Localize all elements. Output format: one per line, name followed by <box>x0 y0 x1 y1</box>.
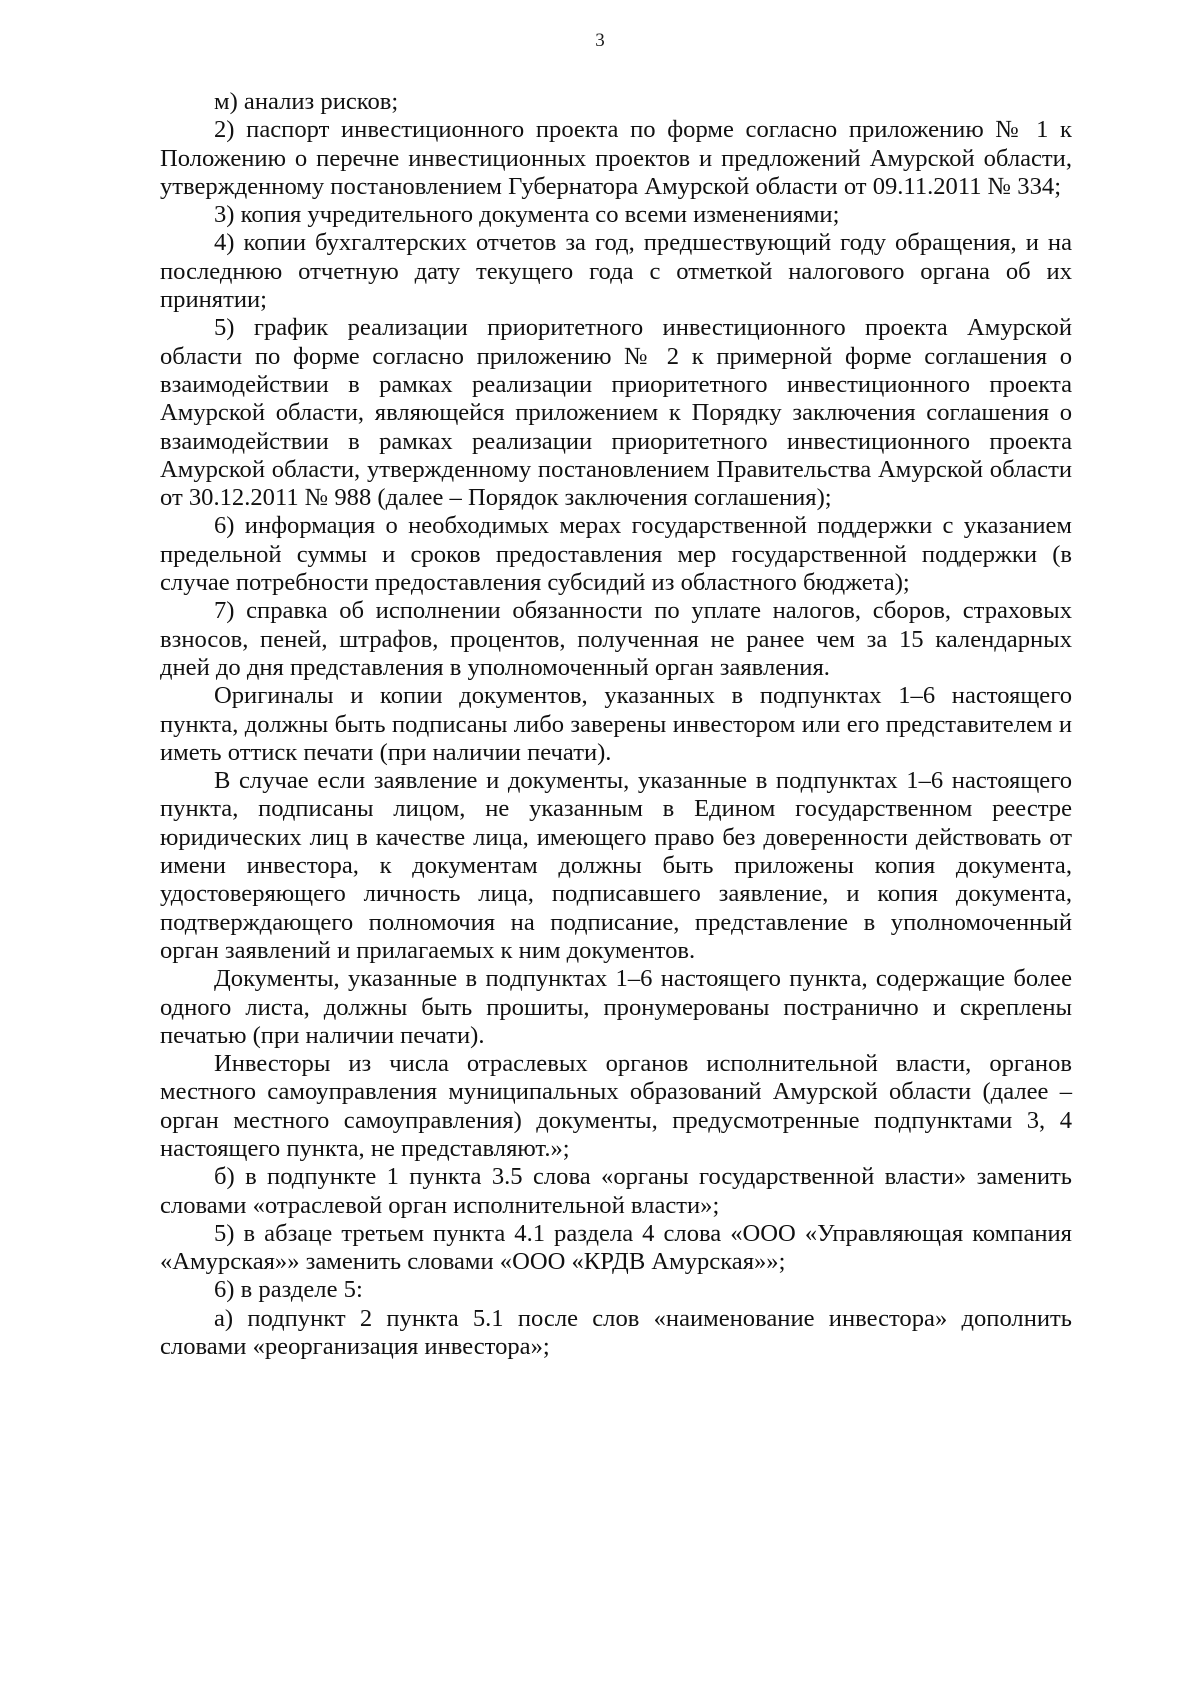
paragraph-authority-documents: В случае если заявление и документы, указанные в подпунктах 1–6 настоящего пункта, подписаны лицом, не указанным в Едином государственном реестре юридических лиц в качестве лица, имеющего право без доверенности действовать от имени инвестора, к документам должны быть приложены копия документа, удостоверяющего личность лица, подписавшего заявление, и копия документа, подтверждающего полномочия на подписание, представление в уполномоченный орган заявлений и прилагаемых к ним документов. <box>160 767 1072 964</box>
paragraph-item-6-support-measures: 6) информация о необходимых мерах государственной поддержки с указанием предельной суммы и сроков предоставления мер государственной поддержки (в случае потребности предоставления субсидий из областного бюджета); <box>160 512 1072 597</box>
paragraph-binding-requirements: Документы, указанные в подпунктах 1–6 настоящего пункта, содержащие более одного листа, должны быть прошиты, пронумерованы постранично и скреплены печатью (при наличии печати). <box>160 965 1072 1049</box>
document-body <box>160 88 1072 1361</box>
paragraph-amendment-a: а) подпункт 2 пункта 5.1 после слов «наименование инвестора» дополнить словами «реорганизация инвестора»; <box>160 1304 1072 1361</box>
paragraph-amendment-b: б) в подпункте 1 пункта 3.5 слова «органы государственной власти» заменить словами «отраслевой орган исполнительной власти»; <box>160 1163 1072 1219</box>
paragraph-item-3-charter-copy: 3) копия учредительного документа со всеми изменениями; <box>214 201 840 229</box>
paragraph-originals-signing: Оригиналы и копии документов, указанных в подпунктах 1–6 настоящего пункта, должны быть подписаны либо заверены инвестором или его представителем и иметь оттиск печати (при наличии печати). <box>160 682 1072 766</box>
paragraph-item-2-passport: 2) паспорт инвестиционного проекта по форме согласно приложению № 1 к Положению о перечне инвестиционных проектов и предложений Амурской области, утвержденному постановлением Губернатора Амурской области от 09.11.2011 № 334; <box>160 116 1072 200</box>
paragraph-government-investors: Инвесторы из числа отраслевых органов исполнительной власти, органов местного самоуправления муниципальных образований Амурской области (далее – орган местного самоуправления) документы, предусмотренные подпунктами 3, 4 настоящего пункта, не представляют.»; <box>160 1050 1072 1162</box>
paragraph-item-7-tax-certificate: 7) справка об исполнении обязанности по уплате налогов, сборов, страховых взносов, пеней, штрафов, процентов, полученная не ранее чем за 15 календарных дней до дня представления в уполномоченный орган заявления. <box>160 597 1072 681</box>
paragraph-amendment-6: 6) в разделе 5: <box>214 1276 363 1304</box>
paragraph-item-4-accounting-reports: 4) копии бухгалтерских отчетов за год, предшествующий году обращения, и на последнюю отчетную дату текущего года с отметкой налогового органа об их принятии; <box>160 229 1072 314</box>
paragraph-item-m: м) анализ рисков; <box>214 88 399 115</box>
paragraph-amendment-5: 5) в абзаце третьем пункта 4.1 раздела 4 слова «ООО «Управляющая компания «Амурская»» заменить словами «ООО «КРДВ Амурская»»; <box>160 1219 1072 1276</box>
page-number: 3 <box>595 30 605 51</box>
paragraph-item-5-schedule: 5) график реализации приоритетного инвестиционного проекта Амурской области по форме согласно приложению № 2 к примерной форме соглашения о взаимодействии в рамках реализации приоритетного инвестиционного проекта Амурской области, являющейся приложением к Порядку заключения соглашения о взаимодействии в рамках реализации приоритетного инвестиционного проекта Амурской области, утвержденному постановлением Правительства Амурской области от 30.12.2011 № 988 (далее – Порядок заключения соглашения); <box>160 314 1072 512</box>
